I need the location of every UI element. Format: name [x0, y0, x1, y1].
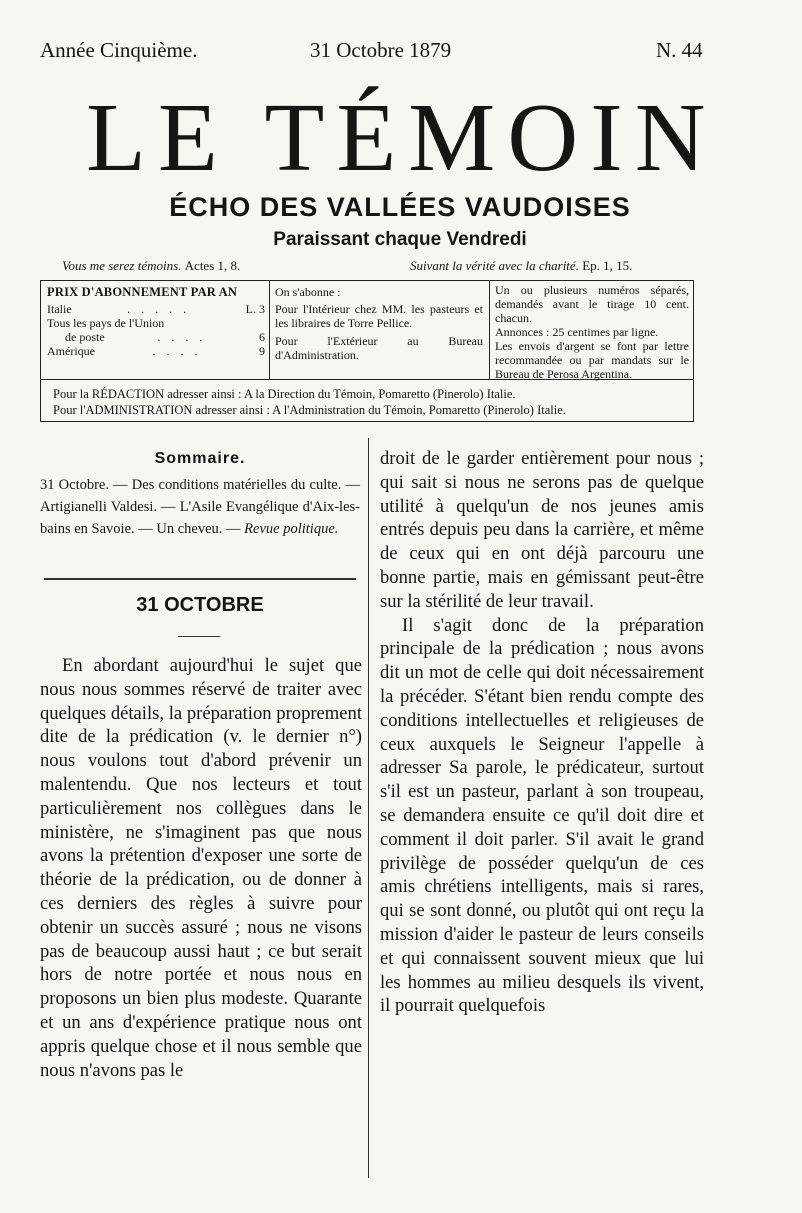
title-rule — [178, 636, 220, 637]
column-divider — [368, 438, 369, 1178]
note-issues: Un ou plusieurs numéros séparés, demandés avant le tirage 10 cent. chacun. — [495, 283, 689, 325]
subscription-box — [40, 280, 694, 422]
sommaire-text — [40, 474, 360, 540]
price-value: L. 3 — [245, 302, 265, 316]
issue-number: N. 44 — [656, 38, 703, 62]
newspaper-subtitle: ÉCHO DES VALLÉES VAUDOISES — [169, 192, 631, 222]
sommaire-items: 31 Octobre. — Des conditions matérielles du culte. — Artigianelli Valdesi. — L'Asile Evangélique d'Aix-les-bains en Savoie. — Un cheveu. — — [40, 477, 360, 537]
motto-right-ref: Ep. 1, 15. — [582, 258, 633, 273]
sommaire-heading: Sommaire. — [154, 450, 246, 467]
redaction-address: Pour la RÉDACTION adresser ainsi : A la Direction du Témoin, Pomaretto (Pinerolo) Italie. — [53, 387, 516, 401]
article-title: 31 OCTOBRE — [136, 594, 264, 616]
note-money: Les envois d'argent se font par lettre recommandée ou par mandats sur le Bureau de Perosa Argentina. — [495, 339, 689, 381]
price-value: 6 — [259, 330, 265, 344]
motto-right-text: Suivant la vérité avec la charité. — [410, 258, 579, 273]
subscription-notes — [495, 283, 689, 381]
article-paragraph: Il s'agit donc de la préparation principale de la prédication ; nous avons dit un mot de celle qui doit nécessairement la précéder. S'étant bien rendu compte des conditions intellectuelles et religieuses de ceux auxquels le Seigneur l'appelle à adresser Sa parole, le prédicateur, surtout s'il est un pasteur, parlant à son troupeau, se demandera ensuite ce qu'il doit dire et comment il doit parler. S'il avait le grand privilège de posséder quelqu'un de ces amis chrétiens intelligents, mais si rares, qui se sont donné, ou plutôt qui ont reçu la mission d'aider le pasteur de leurs conseils et qui connaissent souvent mieux que lui les hommes au milieu desquels ils vivent, il pourrait quelquefois — [380, 614, 704, 1017]
article-column-right — [380, 447, 704, 1018]
note-ads: Annonces : 25 centimes par ligne. — [495, 325, 659, 339]
article-column-left — [40, 654, 362, 1082]
subscribe-interior: Pour l'Intérieur chez MM. les pasteurs et les libraires de Torre Pellice. — [275, 302, 483, 330]
article-paragraph: droit de le garder entièrement pour nous ; qui sait si nous ne serons pas de quelque utilité à quelqu'un de nos jeunes amis entrés depuis peu dans la carrière, et même de ceux qui en ont déjà parcouru une bonne partie, mais en gémissant peut-être sur la stérilité de leur travail. — [380, 448, 704, 612]
motto-right — [410, 258, 632, 274]
prices-heading: PRIX D'ABONNEMENT PAR AN — [47, 285, 238, 299]
price-label: Italie — [47, 302, 72, 316]
section-rule — [44, 578, 356, 580]
price-row: Amérique . . . . 9 — [47, 344, 265, 358]
subscription-prices — [47, 285, 265, 358]
article-paragraph: En abordant aujourd'hui le sujet que nous nous sommes réservé de traiter avec quelques détails, la préparation proprement dite de la prédication (v. le dernier n°) nous voulons tout d'abord prévenir un malentendu. Que nos lecteurs et tout particulièrement nos collègues dans le ministère, ne s'imaginent pas que nous avons la prétention d'exposer une sorte de théorie de la prédication, ou de donner à ces derniers des règles à suivre pour obtenir un succès assuré ; nous ne visons pas de beaucoup aussi haut ; ce but serait hors de notre portée et nous nous en proposons un bien plus modeste. Quarante et un ans d'expérience pratique nous ont appris quelque chose et il nous semble que nous n'avons pas le — [40, 655, 362, 1081]
newspaper-title: LE TÉMOIN — [86, 84, 718, 192]
subscribe-exterior: Pour l'Extérieur au Bureau d'Administration. — [275, 334, 483, 362]
volume-label: Année Cinquième. — [40, 38, 198, 62]
sommaire-last-item: Revue politique. — [244, 521, 339, 537]
motto-left-text: Vous me serez témoins. — [62, 258, 182, 273]
subscription-info — [275, 285, 483, 362]
issue-date: 31 Octobre 1879 — [310, 38, 452, 62]
administration-address: Pour l'ADMINISTRATION adresser ainsi : A l'Administration du Témoin, Pomaretto (Pinerolo) Italie. — [53, 403, 566, 417]
price-label: de poste — [65, 330, 105, 344]
price-row: de poste . . . . 6 — [47, 330, 265, 344]
box-divider — [489, 281, 490, 379]
price-row: Italie . . . . . L. 3 — [47, 302, 265, 316]
price-label: Tous les pays de l'Union — [47, 316, 165, 330]
motto-left-ref: Actes 1, 8. — [184, 258, 241, 273]
subscribe-heading: On s'abonne : — [275, 285, 341, 299]
motto-left — [62, 258, 240, 274]
price-label: Amérique — [47, 344, 95, 358]
price-value: 9 — [259, 344, 265, 358]
price-row — [47, 316, 265, 330]
box-divider — [269, 281, 270, 379]
publication-frequency: Paraissant chaque Vendredi — [273, 229, 527, 250]
